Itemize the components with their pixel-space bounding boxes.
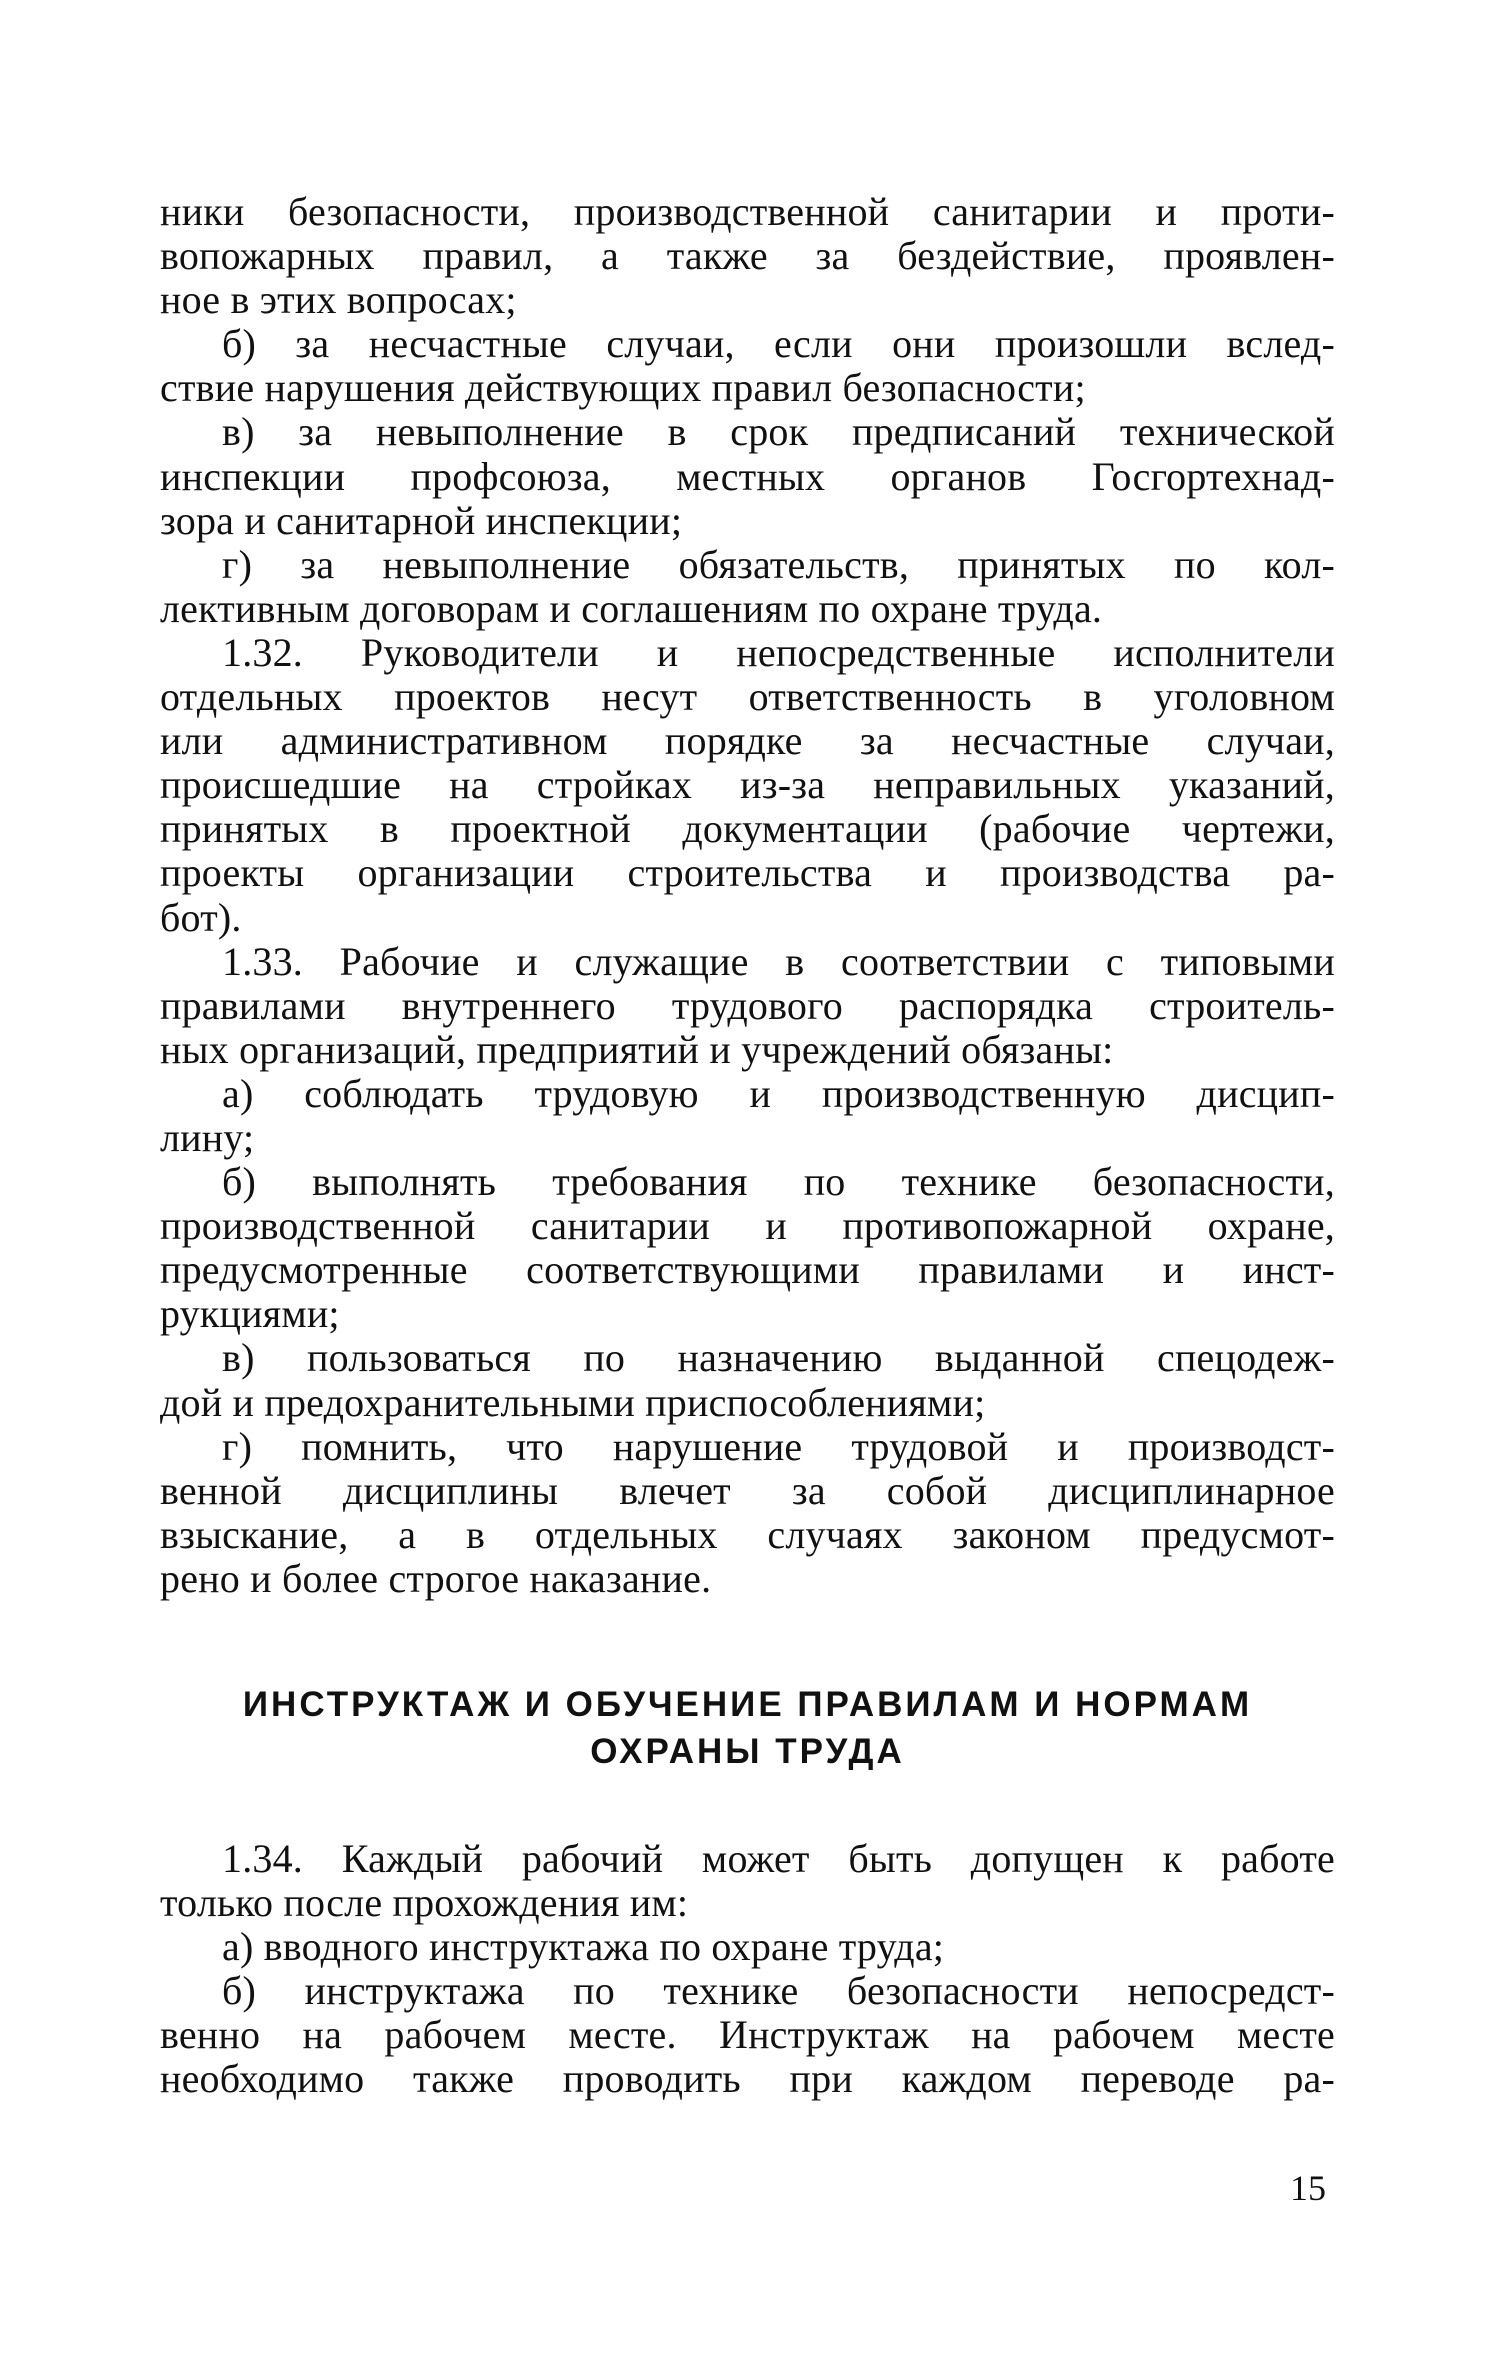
text-line: производственной санитарии и противопожарной охране, — [160, 1203, 1335, 1249]
section-heading-line-2: ОХРАНЫ ТРУДА — [590, 1732, 905, 1771]
text-line: б) за несчастные случаи, если они произошли вслед- — [222, 321, 1335, 367]
text-line: дой и предохранительными приспособлениями; — [160, 1379, 986, 1425]
text-line: ное в этих вопросах; — [160, 277, 517, 323]
text-line: происшедшие на стройках из-за неправильных указаний, — [160, 762, 1335, 808]
text-line: вопожарных правил, а также за бездействие, проявлен- — [160, 233, 1335, 279]
text-line: взыскание, а в отдельных случаях законом предусмот- — [160, 1511, 1335, 1557]
text-line: зора и санитарной инспекции; — [160, 497, 683, 543]
text-line: б) инструктажа по технике безопасности непосредст- — [222, 1968, 1335, 2014]
text-line: проекты организации строительства и производства ра- — [160, 850, 1335, 896]
text-line: рукциями; — [160, 1291, 340, 1337]
text-line: инспекции профсоюза, местных органов Госгортехнад- — [160, 453, 1335, 499]
section-heading — [160, 1681, 1335, 1775]
text-line: необходимо также проводить при каждом переводе ра- — [160, 2056, 1335, 2102]
text-line: лективным договорам и соглашениям по охране труда. — [160, 585, 1103, 631]
text-block-2 — [160, 1837, 1335, 2102]
text-line: 1.33. Рабочие и служащие в соответствии с типовыми — [222, 938, 1335, 984]
text-line: ных организаций, предприятий и учреждений обязаны: — [160, 1026, 1114, 1072]
page-number: 15 — [1290, 2168, 1326, 2208]
text-line: 1.34. Каждый рабочий может быть допущен к работе — [222, 1836, 1335, 1881]
section-heading-line-1: ИНСТРУКТАЖ И ОБУЧЕНИЕ ПРАВИЛАМ И НОРМАМ — [242, 1685, 1253, 1724]
text-line: бот). — [160, 894, 242, 940]
text-line: или административном порядке за несчастные случаи, — [160, 718, 1335, 764]
text-line: правилами внутреннего трудового распорядка строитель- — [160, 982, 1335, 1028]
text-line: отдельных проектов несут ответственность в уголовном — [160, 674, 1335, 720]
text-line: а) вводного инструктажа по охране труда; — [222, 1924, 945, 1970]
text-line: б) выполнять требования по технике безопасности, — [222, 1159, 1335, 1205]
text-line: в) за невыполнение в срок предписаний технической — [222, 409, 1335, 455]
text-line: принятых в проектной документации (рабочие чертежи, — [160, 806, 1335, 852]
text-line: ники безопасности, производственной санитарии и проти- — [160, 189, 1335, 234]
page-body — [160, 190, 1335, 2102]
text-line: венной дисциплины влечет за собой дисциплинарное — [160, 1467, 1335, 1513]
text-line: предусмотренные соответствующими правилами и инст- — [160, 1247, 1335, 1293]
text-line: а) соблюдать трудовую и производственную дисцип- — [222, 1070, 1335, 1116]
text-line: в) пользоваться по назначению выданной спецодеж- — [222, 1335, 1335, 1381]
text-line: венно на рабочем месте. Инструктаж на рабочем месте — [160, 2012, 1335, 2058]
text-line: ствие нарушения действующих правил безопасности; — [160, 365, 1086, 411]
text-line: 1.32. Руководители и непосредственные исполнители — [222, 629, 1335, 675]
text-line: лину; — [160, 1114, 255, 1160]
text-block-1 — [160, 190, 1335, 1601]
text-line: только после прохождения им: — [160, 1880, 689, 1926]
text-line: рено и более строгое наказание. — [160, 1555, 712, 1601]
text-line: г) за невыполнение обязательств, принятых по кол- — [222, 541, 1335, 587]
text-line: г) помнить, что нарушение трудовой и производст- — [222, 1423, 1335, 1469]
